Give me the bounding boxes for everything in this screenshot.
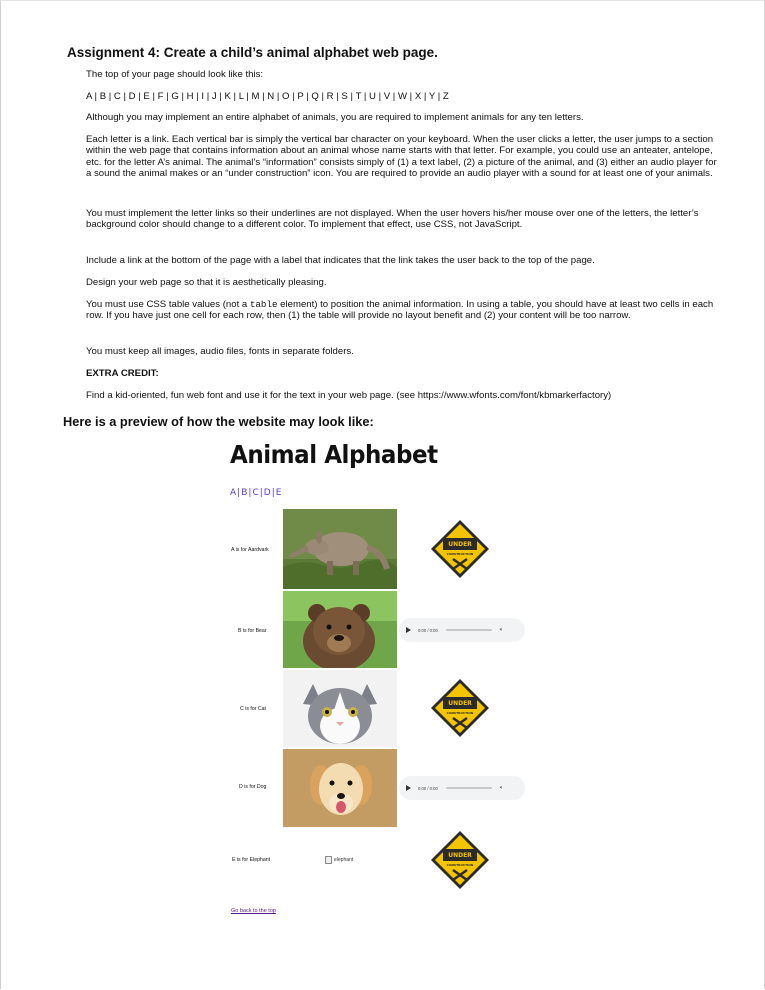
- under-construction-icon: [429, 677, 491, 739]
- para-design: Design your web page so that it is aesthetically pleasing.: [86, 277, 327, 288]
- nav-link-c[interactable]: C: [252, 488, 260, 498]
- broken-image: [325, 856, 353, 864]
- para-font: Find a kid-oriented, fun web font and use it for the text in your web page. (see https://www.wfonts.com/font/kbmarkerfactory): [86, 390, 612, 401]
- bear-image: [283, 591, 397, 668]
- code-table: table: [249, 299, 278, 310]
- preview-title: Animal Alphabet: [230, 440, 438, 469]
- para-hover: You must implement the letter links so their underlines are not displayed. When the user hovers his/her mouse over one of the letters, the letter’s background color should change to a different color. To implement that effect, use CSS, not JavaScript.: [86, 208, 699, 231]
- row-label-elephant: E is for Elephant: [232, 857, 271, 863]
- volume-icon[interactable]: 🔈︎: [499, 784, 504, 791]
- audio-progress-bar[interactable]: [446, 629, 492, 631]
- para-table: [86, 299, 718, 322]
- para-table-part2: element) to position the animal information. In using a table, you should have at least two cells in each row. If you have just one cell for each row, then (1) the table will provide no layout benefit and (2) your content will be too narrow.: [86, 299, 714, 322]
- extra-credit-label: EXTRA CREDIT:: [86, 368, 159, 379]
- sign-text-construction: CONSTRUCTION: [446, 863, 474, 867]
- dog-image: [283, 749, 397, 827]
- audio-time: 0:00 / 0:00: [418, 627, 438, 633]
- para-bottom-link: Include a link at the bottom of the page with a label that indicates that the link takes the user back to the top of the page.: [86, 255, 595, 266]
- play-icon[interactable]: [406, 627, 411, 633]
- audio-progress-bar[interactable]: [446, 787, 492, 789]
- cat-image: [283, 670, 397, 747]
- row-label-bear: B is for Bear: [238, 628, 267, 634]
- para-intro: The top of your page should look like this:: [86, 69, 264, 80]
- go-back-to-top-link[interactable]: Go back to the top: [231, 908, 276, 914]
- nav-link-b[interactable]: B: [241, 488, 249, 498]
- under-construction-icon: [429, 518, 491, 580]
- audio-player-dog[interactable]: [399, 776, 525, 800]
- audio-time: 0:00 / 0:00: [418, 785, 438, 791]
- row-label-cat: C is for Cat: [240, 706, 266, 712]
- alphabet-line: A | B | C | D | E | F | G | H | I | J | K | L | M | N | O | P | Q | R | S | T | U | V | W | X | Y | Z: [86, 91, 449, 102]
- assignment-heading: Assignment 4: Create a child’s animal alphabet web page.: [67, 45, 438, 60]
- para-table-part1: You must use CSS table values (not a: [86, 299, 250, 310]
- para-folders: You must keep all images, audio files, fonts in separate folders.: [86, 346, 354, 357]
- para-requirement: Although you may implement an entire alphabet of animals, you are required to implement animals for any ten letters.: [86, 112, 584, 123]
- volume-icon[interactable]: 🔈︎: [499, 626, 504, 633]
- nav-link-a[interactable]: A: [230, 488, 238, 498]
- play-icon[interactable]: [406, 785, 411, 791]
- aardvark-image: [283, 509, 397, 589]
- under-construction-icon: [429, 829, 491, 891]
- broken-image-alt: elephant: [334, 857, 354, 863]
- nav-link-e[interactable]: E: [275, 488, 283, 498]
- sign-text-under: UNDER: [448, 700, 472, 707]
- sign-text-construction: CONSTRUCTION: [446, 552, 474, 556]
- nav-link-d[interactable]: D: [263, 488, 272, 498]
- sign-text-under: UNDER: [448, 852, 472, 859]
- sign-text-under: UNDER: [448, 541, 472, 548]
- preview-heading: Here is a preview of how the website may look like:: [63, 414, 374, 429]
- audio-player-bear[interactable]: [399, 618, 525, 642]
- broken-image-icon: [325, 856, 332, 864]
- row-label-aardvark: A is for Aardvark: [231, 547, 269, 553]
- sign-text-construction: CONSTRUCTION: [446, 711, 474, 715]
- para-links: Each letter is a link. Each vertical bar is simply the vertical bar character on your keyboard. When the user clicks a letter, the user jumps to a section within the web page that contains information about an animal whose name starts with that letter. For example, you could use an anteater, antelope, etc. for the letter A’s animal. The animal’s “information” consists simply of (1) a text label, (2) a picture of the animal, and (3) either an audio player for a sound the animal makes or an “under construction” icon. You are required to provide an audio player with a sound for at least one of your animals.: [86, 134, 717, 180]
- row-label-dog: D is for Dog: [239, 784, 267, 790]
- preview-nav: A|B|C|D|E: [230, 488, 283, 498]
